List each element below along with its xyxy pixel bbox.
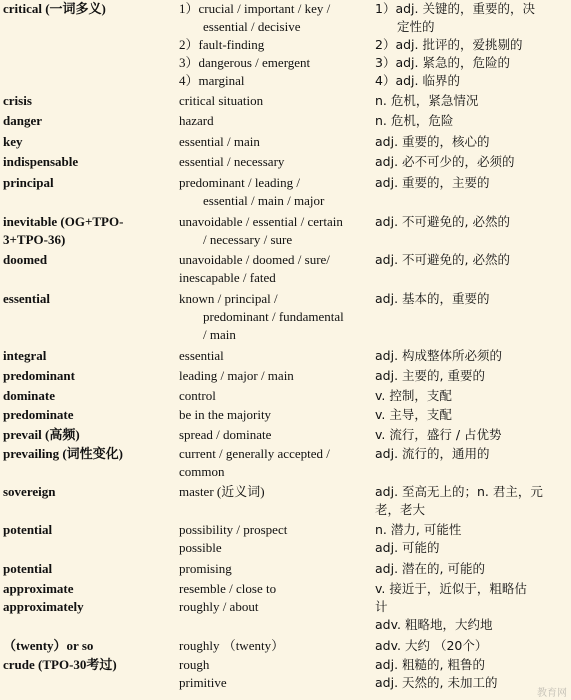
cell-line: adj. 粗糙的, 粗鲁的 [375,657,485,672]
synonyms-cell [179,656,372,692]
cell-line: common [179,464,225,479]
cell-line: n. 潜力, 可能性 [375,522,462,537]
cell-line: prevailing (词性变化) [3,446,124,461]
cell-line: adj. 必不可少的，必须的 [375,154,515,169]
word-cell [3,406,175,424]
watermark: 教育网 [537,688,567,699]
cell-line: 2）adj. 批评的，爱挑剔的 [375,37,523,52]
synonyms-cell [179,406,372,424]
word-cell [3,580,175,598]
cell-line: essential / main [179,134,260,149]
cell-line: 2）fault-finding [179,37,265,52]
cell-line: hazard [179,113,214,128]
cell-line: 1）crucial / important / key / [179,1,331,16]
meaning-cell [375,347,569,365]
cell-line: / necessary / sure [203,232,293,247]
cell-line: control [179,388,216,403]
cell-line: dominate [3,388,55,403]
meaning-cell [375,637,569,655]
cell-line: known / principal / [179,291,278,306]
synonyms-cell [179,290,372,344]
cell-line: critical situation [179,93,264,108]
synonyms-cell [179,251,372,287]
cell-line: adj. 构成整体所必须的 [375,348,503,363]
cell-line: prevail (高频) [3,427,80,442]
cell-line: inevitable (OG+TPO- [3,214,124,229]
cell-line: 定性的 [397,19,435,34]
cell-line: essential / necessary [179,154,285,169]
word-cell [3,637,175,655]
synonyms-cell [179,387,372,405]
cell-line: approximately [3,599,84,614]
meaning-cell [375,153,569,171]
synonyms-cell [179,426,372,444]
meaning-cell [375,445,569,463]
cell-line: 3）adj. 紧急的，危险的 [375,55,510,70]
cell-line: predominant [3,368,75,383]
cell-line: possible [179,540,222,555]
synonyms-cell [179,174,372,210]
cell-line: n. 危机，紧急情况 [375,93,479,108]
cell-line: integral [3,348,47,363]
cell-line: leading / major / main [179,368,294,383]
cell-line: key [3,134,23,149]
word-cell [3,483,175,501]
cell-line: roughly / about [179,599,259,614]
cell-line: / main [203,327,236,342]
synonyms-cell [179,560,372,578]
cell-line: roughly （twenty） [179,638,285,653]
cell-line: predominate [3,407,74,422]
cell-line: adv. 粗略地，大约地 [375,617,493,632]
word-cell [3,445,175,463]
word-cell [3,426,175,444]
word-cell [3,598,175,616]
cell-line: adj. 流行的，通用的 [375,446,490,461]
cell-line: be in the majority [179,407,272,422]
meaning-cell [375,483,569,519]
cell-line: crude (TPO-30考过) [3,657,117,672]
cell-line: principal [3,175,54,190]
cell-line: v. 接近于，近似于，粗略估 [375,581,527,596]
cell-line: adj. 潜在的, 可能的 [375,561,485,576]
cell-line: rough [179,657,210,672]
cell-line: primitive [179,675,227,690]
word-cell [3,133,175,151]
cell-line: unavoidable / essential / certain [179,214,343,229]
synonyms-cell [179,483,372,501]
meaning-cell [375,213,569,231]
cell-line: approximate [3,581,74,596]
synonyms-cell [179,92,372,110]
word-cell [3,213,175,249]
cell-line: unavoidable / doomed / sure/ [179,252,330,267]
cell-line: essential [179,348,224,363]
word-cell [3,367,175,385]
cell-line: predominant / fundamental [203,309,344,324]
synonyms-cell [179,445,372,481]
synonyms-cell [179,367,372,385]
cell-line: promising [179,561,232,576]
cell-line: 4）marginal [179,73,245,88]
cell-line: adj. 重要的，主要的 [375,175,490,190]
synonyms-cell [179,133,372,151]
meaning-cell [375,580,569,598]
word-cell [3,112,175,130]
cell-line: n. 危机，危险 [375,113,454,128]
cell-line: crisis [3,93,32,108]
meaning-cell [375,426,569,444]
cell-line: potential [3,522,53,537]
synonyms-cell [179,521,372,557]
meaning-cell [375,0,569,90]
cell-line: adj. 天然的, 未加工的 [375,675,498,690]
cell-line: doomed [3,252,48,267]
meaning-cell [375,112,569,130]
cell-line: critical (一词多义) [3,1,106,16]
meaning-cell [375,387,569,405]
meaning-cell [375,598,569,634]
cell-line: adj. 主要的, 重要的 [375,368,485,383]
cell-line: adj. 至高无上的；n. 君主，元 [375,484,543,499]
cell-line: adj. 重要的，核心的 [375,134,490,149]
word-cell [3,656,175,674]
cell-line: 3+TPO-36) [3,232,66,247]
cell-line: （twenty）or so [3,638,94,653]
cell-line: adj. 不可避免的, 必然的 [375,214,510,229]
meaning-cell [375,560,569,578]
cell-line: 4）adj. 临界的 [375,73,460,88]
cell-line: potential [3,561,53,576]
synonyms-cell [179,580,372,598]
word-cell [3,560,175,578]
cell-line: adv. 大约 （20个） [375,638,488,653]
synonyms-cell [179,213,372,249]
cell-line: sovereign [3,484,56,499]
synonyms-cell [179,598,372,616]
cell-line: 1）adj. 关键的，重要的，决 [375,1,535,16]
meaning-cell [375,133,569,151]
meaning-cell [375,174,569,192]
synonyms-cell [179,637,372,655]
cell-line: danger [3,113,42,128]
cell-line: 老，老大 [375,502,426,517]
word-cell [3,92,175,110]
cell-line: v. 流行，盛行 / 占优势 [375,427,502,442]
cell-line: current / generally accepted / [179,446,330,461]
word-cell [3,290,175,308]
meaning-cell [375,92,569,110]
cell-line: predominant / leading / [179,175,300,190]
cell-line: master (近义词) [179,484,265,499]
meaning-cell [375,290,569,308]
synonyms-cell [179,153,372,171]
cell-line: adj. 可能的 [375,540,440,555]
cell-line: possibility / prospect [179,522,288,537]
word-cell [3,521,175,539]
meaning-cell [375,406,569,424]
word-cell [3,174,175,192]
synonyms-cell [179,0,372,90]
word-cell [3,0,175,18]
cell-line: essential / decisive [203,19,301,34]
cell-line: indispensable [3,154,79,169]
word-cell [3,387,175,405]
synonyms-cell [179,112,372,130]
cell-line: essential / main / major [203,193,325,208]
cell-line: 计 [375,599,388,614]
cell-line: v. 主导，支配 [375,407,452,422]
cell-line: spread / dominate [179,427,272,442]
meaning-cell [375,367,569,385]
cell-line: v. 控制，支配 [375,388,452,403]
word-cell [3,153,175,171]
cell-line: essential [3,291,50,306]
synonyms-cell [179,347,372,365]
meaning-cell [375,521,569,557]
cell-line: inescapable / fated [179,270,276,285]
cell-line: resemble / close to [179,581,277,596]
word-cell [3,347,175,365]
meaning-cell [375,251,569,269]
word-cell [3,251,175,269]
cell-line: adj. 基本的，重要的 [375,291,490,306]
cell-line: adj. 不可避免的, 必然的 [375,252,510,267]
cell-line: 3）dangerous / emergent [179,55,311,70]
